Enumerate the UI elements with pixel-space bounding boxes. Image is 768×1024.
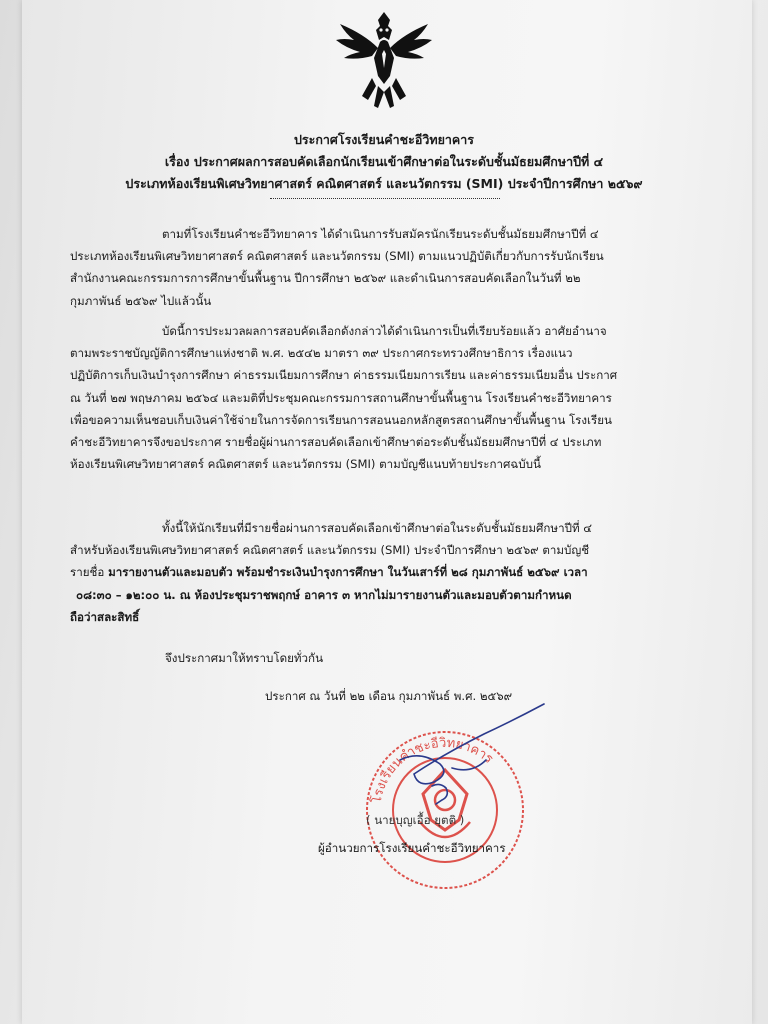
text-line: ห้องเรียนพิเศษวิทยาศาสตร์ คณิตศาสตร์ และนวัตกรรม (SMI) ตามบัญชีแนบท้ายประกาศฉบับนี้ (70, 457, 541, 472)
handwritten-signature (340, 690, 580, 830)
paragraph-result (70, 320, 710, 475)
text-line: ณ วันที่ ๒๗ พฤษภาคม ๒๕๖๔ และมติที่ประชุมคณะกรรมการสถานศึกษาขั้นพื้นฐาน โรงเรียนคำชะอีวิทยาคาร (70, 390, 612, 405)
garuda-emblem-icon (334, 8, 434, 112)
announcement-subject-cont: ประเภทห้องเรียนพิเศษวิทยาศาสตร์ คณิตศาสตร์ และนวัตกรรม (SMI) ประจำปีการศึกษา ๒๕๖๙ (125, 176, 643, 191)
svg-text:โรงเรียนคำชะอีวิทยาคาร: โรงเรียนคำชะอีวิทยาคาร (369, 735, 496, 805)
text-line-bold: ๐๘:๓๐ – ๑๒:๐๐ น. ณ ห้องประชุมราชพฤกษ์ อาคาร ๓ หากไม่มารายงานตัวและมอบตัวตามกำหนด (76, 587, 572, 602)
text-line: ตามที่โรงเรียนคำชะอีวิทยาคาร ได้ดำเนินการรับสมัครนักเรียนระดับชั้นมัธยมศึกษาปีที่ ๔ (162, 227, 599, 241)
text-normal: รายชื่อ (70, 565, 109, 580)
announcement-title: ประกาศโรงเรียนคำชะอีวิทยาคาร (293, 132, 475, 147)
signer-title: ผู้อำนวยการโรงเรียนคำชะอีวิทยาคาร (318, 841, 506, 855)
text-line: ประเภทห้องเรียนพิเศษวิทยาศาสตร์ คณิตศาสตร์ และนวัตกรรม (SMI) ตามแนวปฏิบัติเกี่ยวกับการรับนักเรียน (70, 249, 604, 264)
text-line: สำหรับห้องเรียนพิเศษวิทยาศาสตร์ คณิตศาสตร์ และนวัตกรรม (SMI) ประจำปีการศึกษา ๒๕๖๙ ตามบัญชี (70, 543, 590, 558)
text-line: สำนักงานคณะกรรมการการศึกษาขั้นพื้นฐาน ปีการศึกษา ๒๕๖๙ และดำเนินการสอบคัดเลือกในวันที่ ๒๒ (70, 271, 581, 286)
text-line-bold: ถือว่าสละสิทธิ์ (70, 609, 140, 624)
text-line: คำชะอีวิทยาคารจึงขอประกาศ รายชื่อผู้ผ่านการสอบคัดเลือกเข้าศึกษาต่อระดับชั้นมัธยมศึกษาปีที่ ๔ ประเภท (70, 435, 602, 450)
signer-name: ( นายบุญเอื้อ ยุตติ ) (366, 813, 465, 827)
closing-statement: จึงประกาศมาให้ทราบโดยทั่วกัน (165, 651, 323, 665)
separator-line (270, 198, 500, 199)
text-bold: มารายงานตัวและมอบตัว พร้อมชำระเงินบำรุงการศึกษา ในวันเสาร์ที่ ๒๘ กุมภาพันธ์ ๒๕๖๙ เวลา (108, 565, 588, 580)
text-line: บัดนี้การประมวลผลการสอบคัดเลือกดังกล่าวได้ดำเนินการเป็นที่เรียบร้อยแล้ว อาศัยอำนาจ (162, 324, 607, 338)
announcement-date: ประกาศ ณ วันที่ ๒๒ เดือน กุมภาพันธ์ พ.ศ. ๒๕๖๙ (265, 689, 513, 703)
text-line: ตามพระราชบัญญัติการศึกษาแห่งชาติ พ.ศ. ๒๕๔๒ มาตรา ๓๙ ประกาศกระทรวงศึกษาธิการ เรื่องแนว (70, 346, 573, 361)
paragraph-intro (70, 223, 710, 312)
text-line: ปฏิบัติการเก็บเงินบำรุงการศึกษา ค่าธรรมเนียมการศึกษา ค่าธรรมเนียมการเรียน และค่าธรรมเนียมอื่น ประกาศ (70, 368, 618, 383)
text-line (70, 561, 710, 583)
text-line: กุมภาพันธ์ ๒๕๖๙ ไปแล้วนั้น (70, 293, 212, 308)
text-line: เพื่อขอความเห็นชอบเก็บเงินค่าใช้จ่ายในการจัดการเรียนการสอนนอกหลักสูตรสถานศึกษาขั้นพื้นฐาน โรงเรียน (70, 412, 612, 427)
announcement-subject: เรื่อง ประกาศผลการสอบคัดเลือกนักเรียนเข้าศึกษาต่อในระดับชั้นมัธยมศึกษาปีที่ ๔ (164, 154, 604, 169)
paragraph-instructions (70, 517, 710, 628)
text-line: ทั้งนี้ให้นักเรียนที่มีรายชื่อผ่านการสอบคัดเลือกเข้าศึกษาต่อในระดับชั้นมัธยมศึกษาปีที่ ๔ (162, 521, 593, 535)
